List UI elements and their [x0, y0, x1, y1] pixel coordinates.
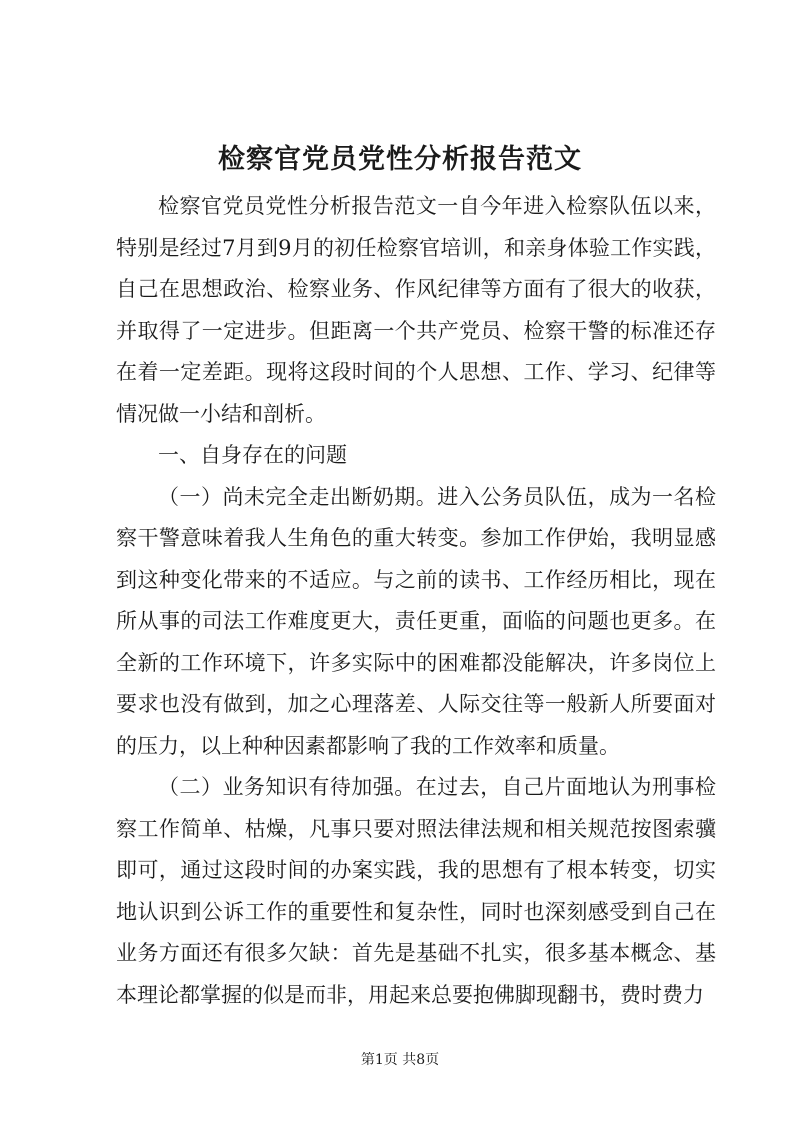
paragraph-intro: 检察官党员党性分析报告范文一自今年进入检察队伍以来，特别是经过7月到9月的初任检察官培训，和亲身体验工作实践，自己在思想政治、检察业务、作风纪律等方面有了很大的收获，并取得了一定进步。但距离一个共产党员、检察干警的标准还存在着一定差距。现将这段时间的个人思想、工作、学习、纪律等情况做一小结和剖析。 [116, 194, 716, 426]
document-title: 检察官党员党性分析报告范文 [218, 144, 582, 175]
section-heading-problems: 一、自身存在的问题 [158, 443, 347, 467]
paragraph-problem-1: （一）尚未完全走出断奶期。进入公务员队伍，成为一名检察干警意味着我人生角色的重大转变。参加工作伊始，我明显感到这种变化带来的不适应。与之前的读书、工作经历相比，现在所从事的司法工作难度更大，责任更重，面临的问题也更多。在全新的工作环境下，许多实际中的困难都没能解决，许多岗位上要求也没有做到，加之心理落差、人际交往等一般新人所要面对的压力，以上种种因素都影响了我的工作效率和质量。 [116, 484, 716, 758]
page-number-footer: 第1页 共8页 [360, 1052, 440, 1068]
document-body [116, 186, 716, 1016]
paragraph-problem-2: （二）业务知识有待加强。在过去，自己片面地认为刑事检察工作简单、枯燥，凡事只要对照法律法规和相关规范按图索骥即可，通过这段时间的办案实践，我的思想有了根本转变，切实地认识到公诉工作的重要性和复杂性，同时也深刻感受到自己在业务方面还有很多欠缺：首先是基础不扎实，很多基本概念、基本理论都掌握的似是而非，用起来总要抱佛脚现翻书，费时费力 [116, 775, 716, 1007]
